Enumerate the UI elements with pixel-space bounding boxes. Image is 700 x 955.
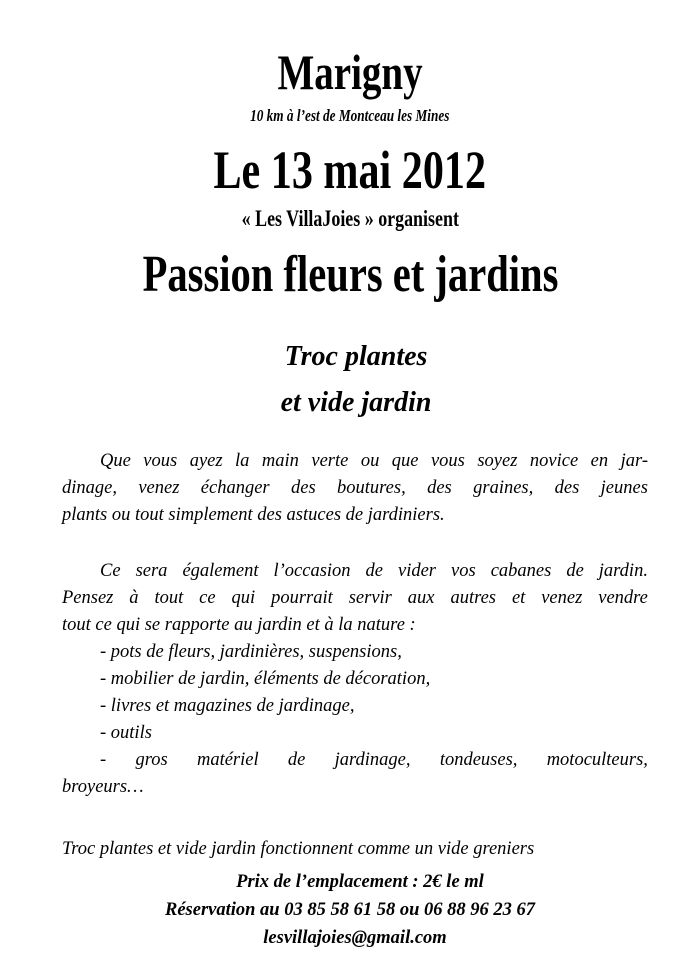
main-title — [0, 245, 700, 305]
main-title-text: Passion fleurs et jardins — [142, 246, 558, 303]
word: tondeuses, — [439, 750, 518, 770]
subtitle-line-2: et vide jardin — [280, 387, 432, 418]
paragraph-1-line-3: plants ou tout simplement des astuces de jardiniers. — [62, 505, 445, 525]
word: - — [100, 750, 107, 770]
word: que — [391, 451, 419, 471]
location-subtitle — [0, 106, 700, 126]
word: Que — [100, 451, 131, 471]
word: vendre — [598, 588, 648, 608]
paragraph-2-line-2 — [62, 585, 648, 612]
word: de — [287, 750, 306, 770]
word: de — [566, 561, 584, 581]
word: boutures, — [337, 478, 406, 498]
paragraph-1-line-2 — [62, 475, 648, 502]
word: la — [235, 451, 250, 471]
word: également — [182, 561, 259, 581]
word: ayez — [189, 451, 223, 471]
paragraph-2-line-3: tout ce qui se rapporte au jardin et à la nature : — [62, 615, 416, 635]
word: ce — [199, 588, 216, 608]
town-name — [0, 44, 700, 100]
word: des — [554, 478, 580, 498]
word: Ce — [100, 561, 121, 581]
word: à — [129, 588, 139, 608]
word: venez — [541, 588, 583, 608]
word: qui — [231, 588, 256, 608]
word: jardin. — [598, 561, 648, 581]
closing-line-text: Troc plantes et vide jardin fonctionnent comme un vide greniers — [62, 839, 535, 859]
contact-email: lesvillajoies@gmail.com — [263, 928, 447, 948]
word: aux — [407, 588, 435, 608]
word: pourrait — [271, 588, 333, 608]
price-line: Prix de l’emplacement : 2€ le ml — [236, 872, 484, 892]
paragraph-1-line-1 — [62, 448, 648, 475]
word: ou — [360, 451, 380, 471]
word: en — [590, 451, 609, 471]
word: l’occasion — [273, 561, 351, 581]
word: servir — [348, 588, 392, 608]
word: graines, — [473, 478, 534, 498]
closing-line — [62, 836, 648, 863]
location-subtitle-text: 10 km à l’est de Montceau les Mines — [250, 106, 450, 125]
word: matériel — [196, 750, 259, 770]
word: motoculteurs, — [546, 750, 648, 770]
bullet-item-last — [62, 747, 648, 774]
bullet-item: - outils — [100, 723, 152, 743]
word: cabanes — [490, 561, 552, 581]
word: échanger — [200, 478, 270, 498]
reservation-line: Réservation au 03 85 58 61 58 ou 06 88 96 23 67 — [164, 900, 536, 920]
paragraph-2-line-1 — [62, 558, 648, 585]
word: autres — [450, 588, 497, 608]
word: vous — [143, 451, 178, 471]
bullet-item: - pots de fleurs, jardinières, suspensions, — [100, 642, 402, 662]
subtitle-line-1: Troc plantes — [284, 341, 428, 372]
word: et — [511, 588, 526, 608]
organiser-line-text: « Les VillaJoies » organisent — [241, 206, 459, 231]
word: soyez — [477, 451, 518, 471]
word: des — [427, 478, 452, 498]
bullet-item: - livres et magazines de jardinage, — [100, 696, 355, 716]
word: jar- — [620, 451, 648, 471]
town-name-text: Marigny — [277, 44, 423, 100]
paragraph-2 — [62, 558, 648, 801]
word: des — [291, 478, 316, 498]
word: sera — [135, 561, 168, 581]
bullet-item-last-continued: broyeurs… — [62, 777, 144, 797]
word: jardinage, — [334, 750, 411, 770]
word: jeunes — [600, 478, 648, 498]
organiser-line — [0, 205, 700, 233]
word: gros — [135, 750, 168, 770]
word: venez — [138, 478, 180, 498]
word: novice — [529, 451, 579, 471]
bullet-item: - mobilier de jardin, éléments de décoration, — [100, 669, 431, 689]
word: dinage, — [62, 478, 117, 498]
word: vous — [430, 451, 465, 471]
word: vider — [398, 561, 437, 581]
word: tout — [154, 588, 184, 608]
word: main — [261, 451, 299, 471]
word: verte — [311, 451, 349, 471]
word: Pensez — [62, 588, 114, 608]
word: de — [365, 561, 383, 581]
event-date — [0, 140, 700, 200]
event-date-text: Le 13 mai 2012 — [213, 140, 487, 200]
paragraph-1 — [62, 448, 648, 529]
word: vos — [451, 561, 476, 581]
